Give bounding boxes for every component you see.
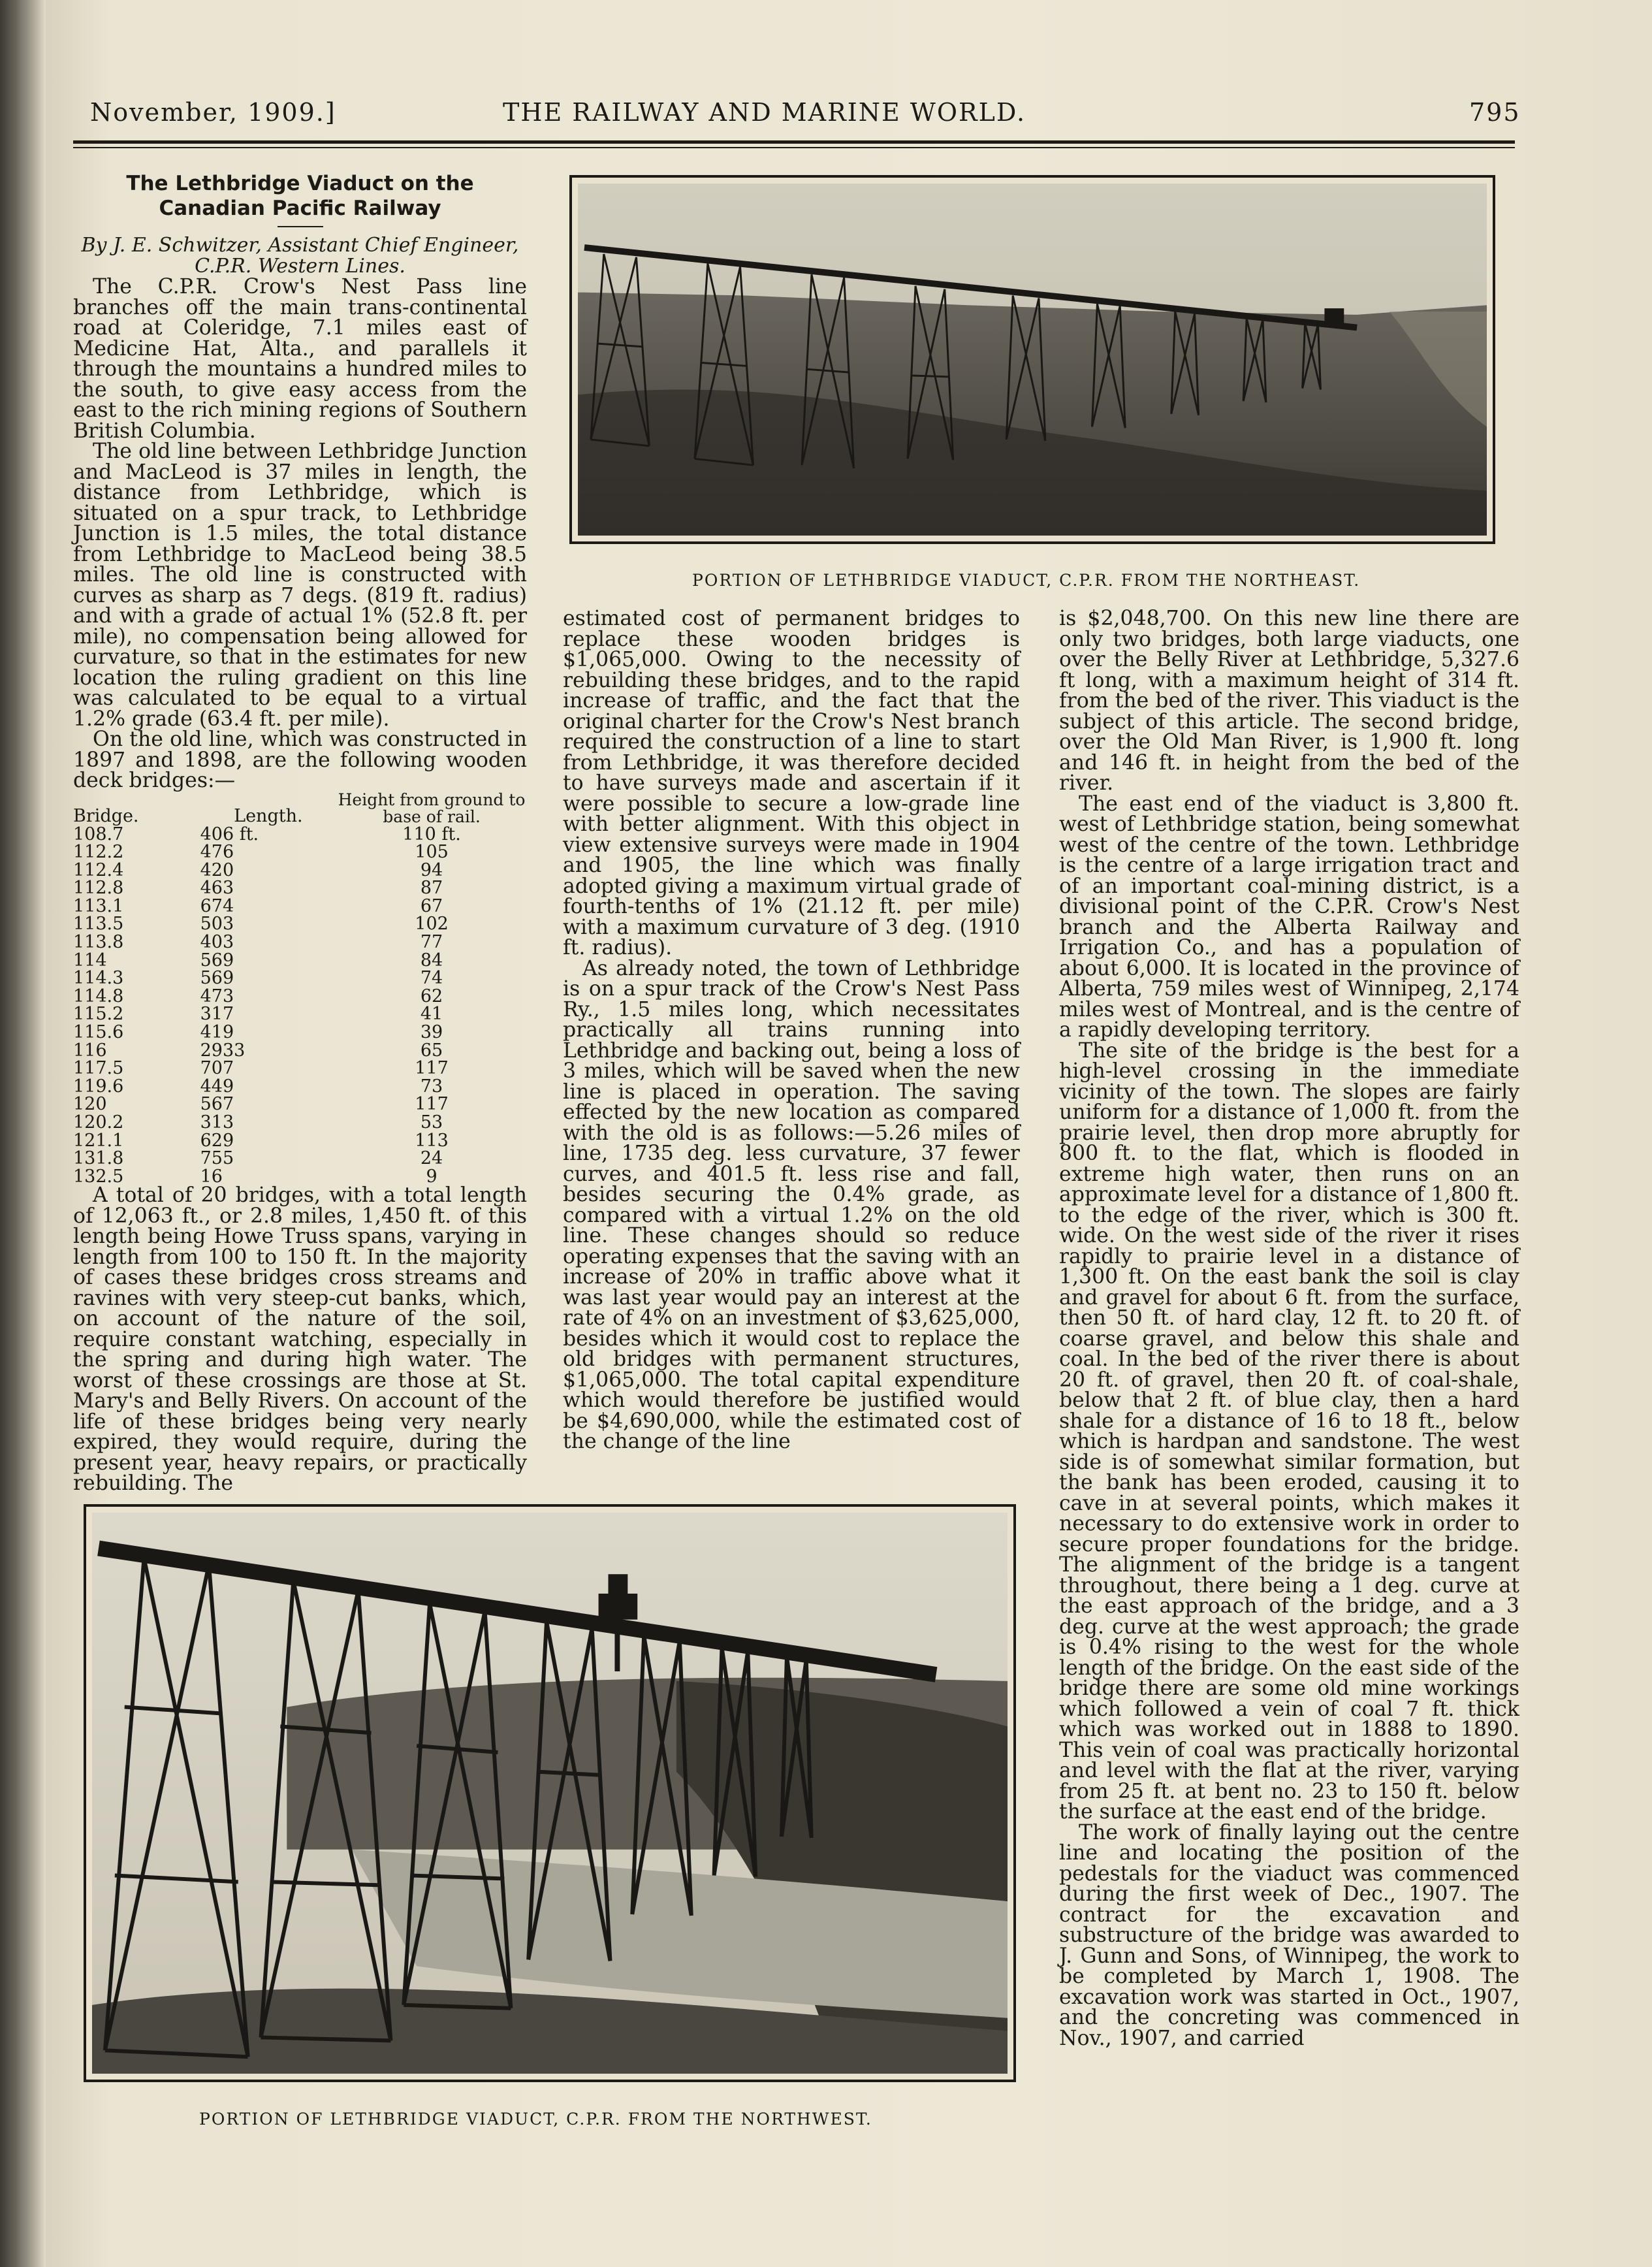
header-rule-thick (73, 140, 1515, 144)
table-cell: 39 (420, 1022, 443, 1043)
table-cell: 113.8 (73, 932, 124, 953)
header-rule-thin (73, 147, 1515, 148)
table-cell: 112.4 (73, 860, 124, 880)
book-spine-shadow (0, 0, 46, 2267)
table-cell: 62 (420, 986, 443, 1006)
table-cell: 476 (200, 842, 234, 863)
table-cell: 569 (200, 968, 234, 989)
table-row (73, 826, 527, 844)
paragraph: is $2,048,700. On this new line there are only two bridges, both large viaducts, one over the Belly River at Lethbridge, 5,327.6 ft long, with a maximum height of 314 ft. from the bed of the river. This viaduct is the subject of this article. The second bridge, over the Old Man River, is 1,900 ft. long and 146 ft. in height from the bed of the river. (1059, 607, 1519, 795)
table-cell: 53 (420, 1112, 443, 1133)
table-cell: 131.8 (73, 1148, 124, 1169)
caption-top-photo: PORTION OF LETHBRIDGE VIADUCT, C.P.R. FROM THE NORTHEAST. (692, 571, 1361, 590)
paragraph: The site of the bridge is the best for a high-level crossing in the immediate vicinity of the town. The slopes are fairly uniform for a distance of 1,000 ft. from the prairie level, then drop more abruptly for 800 ft. to the flat, which is flooded in extreme high water, then runs on an approximate level for a distance of 1,800 ft. to the edge of the river, which is 300 ft. wide. On the west side of the river it rises rapidly to prairie level in a distance of 1,300 ft. On the east bank the soil is clay and gravel for about 6 ft. from the surface, then 50 ft. of hard clay, 12 ft. to 20 ft. of coarse gravel, and below this shale and coal. In the bed of the river there is about 20 ft. of gravel, then 20 ft. of coal-shale, below that 2 ft. of blue clay, then a hard shale for a distance of 16 to 18 ft., below which is hardpan and sandstone. The west side is of somewhat similar formation, but the bank has been eroded, causing it to cave in at several points, which makes it necessary to do extensive work in order to secure proper foundations for the bridge. The alignment of the bridge is a tangent throughout, there being a 1 deg. curve at the east approach of the bridge, and a 3 deg. curve at the west approach; the grade is 0.4% rising to the west for the whole length of the bridge. On the east side of the bridge there are some old mine workings which followed a vein of coal 7 ft. thick which was worked out in 1888 to 1890. This vein of coal was practically horizontal and level with the flat at the river, varying from 25 ft. at bent no. 23 to 150 ft. below the surface at the east end of the bridge. (1059, 1038, 1519, 1824)
viaduct-northwest-image (92, 1513, 1008, 2074)
table-cell: 24 (420, 1148, 443, 1169)
table-row (73, 1150, 527, 1168)
table-cell: 116 (73, 1040, 107, 1061)
table-cell: 463 (200, 878, 234, 899)
table-cell: 674 (200, 895, 234, 916)
paragraph: The work of finally laying out the centre line and locating the position of the pedestals for the viaduct was commenced during the first week of Dec., 1907. The contract for the excavation and substructure of the bridge was awarded to J. Gunn and Sons, of Winnipeg, the work to be completed by March 1, 1908. The excavation work was started in Oct., 1907, and the concreting was commenced in Nov., 1907, and carried (1059, 1820, 1519, 2050)
viaduct-northeast-image (578, 184, 1487, 536)
column-2 (563, 609, 1020, 1453)
table-header-row (73, 792, 527, 826)
header-page-number: 795 (1469, 98, 1521, 127)
table-cell: 105 (415, 842, 449, 863)
bridge-table (73, 792, 527, 1186)
table-cell: 420 (200, 860, 234, 880)
paragraph: The old line between Lethbridge Junction and MacLeod is 37 miles in length, the distance from Lethbridge, which is situated on a spur track, to Lethbridge Junction is 1.5 miles, the total distance from Lethbridge to MacLeod being 38.5 miles. The old line is constructed with curves as sharp as 7 degs. (819 ft. radius) and with a grade of actual 1% (52.8 ft. per mile), no compensation being allowed for curvature, so that in the estimates for new location the ruling gradient on this line was calculated to be equal to a virtual 1.2% grade (63.4 ft. per mile). (73, 440, 527, 731)
table-row (73, 969, 527, 988)
header-date: November, 1909.] (90, 98, 336, 127)
table-cell: 132.5 (73, 1166, 124, 1187)
table-cell: 2933 (200, 1040, 246, 1061)
table-cell: 707 (200, 1058, 234, 1079)
table-cell: 449 (200, 1076, 234, 1097)
table-cell: 74 (420, 968, 443, 989)
table-cell: 77 (420, 932, 443, 953)
article-title: The Lethbridge Viaduct on the Canadian Pacific Railway (126, 172, 474, 220)
table-row (73, 897, 527, 916)
table-cell: 102 (415, 914, 449, 935)
table-header: Length. (234, 805, 303, 826)
table-cell: 94 (420, 860, 443, 880)
caption-bottom-photo: PORTION OF LETHBRIDGE VIADUCT, C.P.R. FROM THE NORTHWEST. (199, 2110, 872, 2129)
paragraph: As already noted, the town of Lethbridge is on a spur track of the Crow's Nest Pass Ry., 1.5 miles long, which necessitates practically all trains running into Lethbridge and backing out, being a loss of 3 miles, which will be saved when the new line is placed in operation. The saving effected by the new location as compared with the old is as follows:—5.26 miles of line, 1735 deg. less curvature, 37 fewer curves, and 401.5 ft. less rise and fall, besides securing the 0.4% grade, as compared with a virtual 1.2% on the old line. These changes should so reduce operating expenses that the saving with an increase of 20% in traffic above what it was last year would pay an interest at the rate of 4% on an investment of $3,625,000, besides which it would cost to replace the old bridges with permanent structures, $1,065,000. The total capital expenditure which would therefore be justified would be $4,690,000, while the estimated cost of the change of the line (563, 956, 1020, 1453)
table-cell: 406 ft. (200, 824, 259, 844)
table-row (73, 1078, 527, 1096)
paragraph: On the old line, which was constructed in 1897 and 1898, are the following wooden deck bridges:— (73, 728, 527, 792)
table-cell: 41 (420, 1004, 443, 1025)
table-cell: 113.5 (73, 914, 124, 935)
table-cell: 113 (415, 1130, 449, 1151)
table-row (73, 879, 527, 897)
table-cell: 503 (200, 914, 234, 935)
table-cell: 108.7 (73, 824, 124, 844)
table-cell: 114.8 (73, 986, 124, 1006)
table-cell: 313 (200, 1112, 234, 1133)
table-row (73, 1095, 527, 1114)
table-row (73, 988, 527, 1006)
column-1 (73, 171, 527, 1494)
table-cell: 112.2 (73, 842, 124, 863)
table-cell: 65 (420, 1040, 443, 1061)
table-cell: 119.6 (73, 1076, 124, 1097)
table-cell: 115.6 (73, 1022, 124, 1043)
table-cell: 113.1 (73, 895, 124, 916)
article-byline: By J. E. Schwitzer, Assistant Chief Engineer, C.P.R. Western Lines. (81, 234, 519, 278)
table-cell: 110 ft. (402, 824, 461, 844)
table-row (73, 1168, 527, 1186)
table-row (73, 1114, 527, 1132)
table-row (73, 1005, 527, 1023)
table-cell: 73 (420, 1076, 443, 1097)
paragraph: The east end of the viaduct is 3,800 ft. west of Lethbridge station, being somewhat west of the centre of the town. Lethbridge is the centre of a large irrigation tract and of an important coal-mining district, is a divisional point of the C.P.R. Crow's Nest branch and the Alberta Railway and Irrigation Co., and has a population of about 6,000. It is located in the province of Alberta, 759 miles west of Winnipeg, 2,174 miles west of Montreal, and is the centre of a rapidly developing territory. (1059, 792, 1519, 1042)
table-row (73, 915, 527, 933)
table-cell: 16 (200, 1166, 223, 1187)
table-row (73, 1042, 527, 1060)
table-cell: 115.2 (73, 1004, 124, 1025)
table-cell: 114 (73, 950, 107, 971)
table-row (73, 1132, 527, 1150)
table-cell: 317 (200, 1004, 234, 1025)
table-cell: 755 (200, 1148, 234, 1169)
table-row (73, 861, 527, 880)
table-cell: 67 (420, 895, 443, 916)
photo-viaduct-northwest (84, 1504, 1016, 2082)
table-row (73, 1023, 527, 1042)
table-cell: 629 (200, 1130, 234, 1151)
table-cell: 569 (200, 950, 234, 971)
table-cell: 473 (200, 986, 234, 1006)
table-cell: 87 (420, 878, 443, 899)
paragraph: A total of 20 bridges, with a total length of 12,063 ft., or 2.8 miles, 1,450 ft. of this length being Howe Truss spans, varying in length from 100 to 150 ft. In the majority of cases these bridges cross streams and ravines with very steep-cut banks, which, on account of the nature of the soil, require constant watching, especially in the spring and during high water. The worst of these crossings are those at St. Mary's and Belly Rivers. On account of the life of these bridges being very nearly expired, they would require, during the present year, heavy repairs, or practically rebuilding. The (73, 1183, 527, 1496)
column-3 (1059, 609, 1519, 2049)
table-cell: 121.1 (73, 1130, 124, 1151)
table-cell: 117 (415, 1058, 449, 1079)
table-row (73, 933, 527, 952)
table-cell: 567 (200, 1094, 234, 1115)
photo-viaduct-northeast (569, 175, 1495, 544)
table-cell: 112.8 (73, 878, 124, 899)
table-cell: 84 (420, 950, 443, 971)
table-cell: 403 (200, 932, 234, 953)
table-row (73, 1059, 527, 1078)
table-cell: 120 (73, 1094, 107, 1115)
table-cell: 117.5 (73, 1058, 124, 1079)
paragraph: The C.P.R. Crow's Nest Pass line branches off the main trans-continental road at Coleridge, 7.1 miles east of Medicine Hat, Alta., and parallels it through the mountains a hundred miles to the south, to give easy access from the east to the rich mining regions of Southern British Columbia. (73, 275, 527, 443)
table-header: Bridge. (73, 805, 139, 826)
table-row (73, 843, 527, 861)
table-row (73, 952, 527, 970)
table-cell: 120.2 (73, 1112, 124, 1133)
table-cell: 117 (415, 1094, 449, 1115)
table-cell: 114.3 (73, 968, 124, 989)
paragraph: estimated cost of permanent bridges to replace these wooden bridges is $1,065,000. Owing to the necessity of rebuilding these bridges, and to the rapid increase of traffic, and the fact that the original charter for the Crow's Nest branch required the construction of a line to start from Lethbridge, it was therefore decided to have surveys made and ascertain if it were possible to secure a low-grade line with better alignment. With this object in view extensive surveys were made in 1904 and 1905, the line which was finally adopted giving a maximum virtual grade of fourth-tenths of 1% (21.12 ft. per mile) with a maximum curvature of 3 deg. (1910 ft. radius). (563, 607, 1020, 959)
header-journal-title: THE RAILWAY AND MARINE WORLD. (503, 98, 1026, 127)
title-divider (278, 226, 323, 227)
table-header: Height from ground to base of rail. (338, 790, 526, 826)
table-cell: 419 (200, 1022, 234, 1043)
table-cell: 9 (426, 1166, 437, 1187)
